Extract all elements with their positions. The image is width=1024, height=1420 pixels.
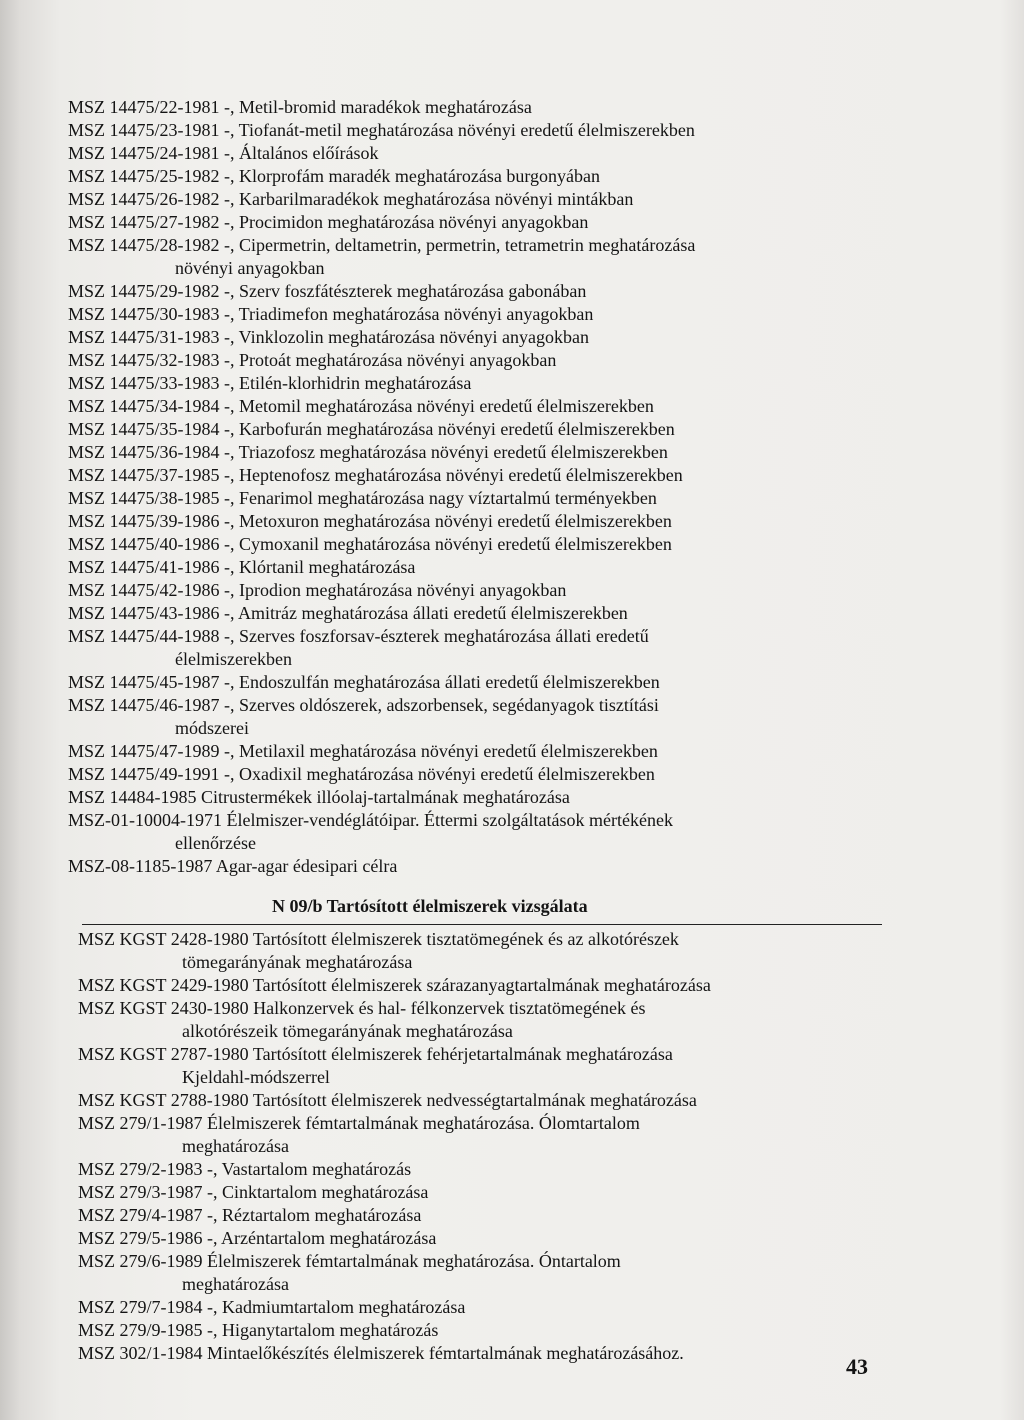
entry-text: MSZ 14475/27-1982 -, Procimidon meghatározása növényi anyagokban — [68, 212, 589, 232]
standard-entry — [78, 1089, 958, 1112]
entry-text: MSZ 14475/29-1982 -, Szerv foszfátészterek meghatározása gabonában — [68, 281, 587, 301]
entry-text: MSZ 14475/36-1984 -, Triazofosz meghatározása növényi eredetű élelmiszerekben — [68, 442, 668, 462]
entry-text: MSZ 279/1-1987 Élelmiszerek fémtartalmának meghatározása. Ólomtartalom — [78, 1113, 640, 1133]
entry-continuation: ellenőrzése — [175, 833, 256, 853]
standard-entry — [68, 694, 948, 740]
entry-text: MSZ 279/7-1984 -, Kadmiumtartalom meghatározása — [78, 1297, 466, 1317]
standard-entry — [68, 579, 948, 602]
standard-entry — [68, 602, 948, 625]
entry-text: MSZ 14475/42-1986 -, Iprodion meghatározása növényi anyagokban — [68, 580, 567, 600]
standard-entry — [68, 809, 948, 855]
entry-text: MSZ KGST 2787-1980 Tartósított élelmiszerek fehérjetartalmának meghatározása — [78, 1044, 673, 1064]
standard-entry — [68, 142, 948, 165]
standard-entry — [68, 303, 948, 326]
standard-entry — [68, 441, 948, 464]
standard-entry — [68, 395, 948, 418]
page-number: 43 — [846, 1354, 868, 1379]
entry-continuation: növényi anyagokban — [175, 258, 325, 278]
entry-text: MSZ KGST 2429-1980 Tartósított élelmiszerek szárazanyagtartalmának meghatározása — [78, 975, 711, 995]
standard-entry — [68, 740, 948, 763]
entry-continuation: tömegarányának meghatározása — [182, 952, 413, 972]
standard-entry — [78, 997, 958, 1043]
standard-entry — [78, 1250, 958, 1296]
entry-text: MSZ 14475/33-1983 -, Etilén-klorhidrin meghatározása — [68, 373, 472, 393]
standard-entry — [68, 119, 948, 142]
standard-entry — [68, 326, 948, 349]
entry-text: MSZ 14475/44-1988 -, Szerves foszforsav-észterek meghatározása állati eredetű — [68, 626, 649, 646]
standard-entry — [68, 211, 948, 234]
entry-continuation: élelmiszerekben — [175, 649, 292, 669]
entry-text: MSZ 14475/49-1991 -, Oxadixil meghatározása növényi eredetű élelmiszerekben — [68, 764, 655, 784]
standard-entry — [68, 188, 948, 211]
standard-entry — [78, 974, 958, 997]
entry-text: MSZ 279/2-1983 -, Vastartalom meghatározás — [78, 1159, 412, 1179]
entry-text: MSZ 14475/32-1983 -, Protoát meghatározása növényi anyagokban — [68, 350, 557, 370]
standard-entry — [68, 786, 948, 809]
standards-list-preserved-foods — [78, 928, 958, 1365]
standard-entry — [68, 671, 948, 694]
standard-entry — [68, 464, 948, 487]
standard-entry — [68, 349, 948, 372]
standard-entry — [68, 418, 948, 441]
standard-entry — [68, 556, 948, 579]
entry-text: MSZ 14475/35-1984 -, Karbofurán meghatározása növényi eredetű élelmiszerekben — [68, 419, 675, 439]
standard-entry — [68, 165, 948, 188]
standard-entry — [78, 1204, 958, 1227]
standard-entry — [78, 1319, 958, 1342]
entry-text: MSZ KGST 2788-1980 Tartósított élelmiszerek nedvességtartalmának meghatározása — [78, 1090, 697, 1110]
entry-text: MSZ 14475/26-1982 -, Karbarilmaradékok meghatározása növényi mintákban — [68, 189, 634, 209]
standard-entry — [68, 372, 948, 395]
entry-text: MSZ 14475/40-1986 -, Cymoxanil meghatározása növényi eredetű élelmiszerekben — [68, 534, 672, 554]
entry-text: MSZ 14475/47-1989 -, Metilaxil meghatározása növényi eredetű élelmiszerekben — [68, 741, 658, 761]
standard-entry — [68, 487, 948, 510]
standard-entry — [78, 1043, 958, 1089]
standard-entry — [68, 533, 948, 556]
entry-text: MSZ 14475/38-1985 -, Fenarimol meghatározása nagy víztartalmú terményekben — [68, 488, 657, 508]
entry-continuation: alkotórészeik tömegarányának meghatározása — [182, 1021, 513, 1041]
standard-entry — [78, 1158, 958, 1181]
entry-text: MSZ 14475/39-1986 -, Metoxuron meghatározása növényi eredetű élelmiszerekben — [68, 511, 672, 531]
standard-entry — [68, 625, 948, 671]
standard-entry — [68, 510, 948, 533]
entry-text: MSZ 14475/45-1987 -, Endoszulfán meghatározása állati eredetű élelmiszerekben — [68, 672, 660, 692]
entry-text: MSZ 279/5-1986 -, Arzéntartalom meghatározása — [78, 1228, 437, 1248]
entry-continuation: meghatározása — [182, 1136, 289, 1156]
entry-text: MSZ-08-1185-1987 Agar-agar édesipari célra — [68, 856, 398, 876]
entry-text: MSZ 14475/34-1984 -, Metomil meghatározása növényi eredetű élelmiszerekben — [68, 396, 654, 416]
entry-text: MSZ 279/4-1987 -, Réztartalom meghatározása — [78, 1205, 422, 1225]
entry-text: MSZ 14475/23-1981 -, Tiofanát-metil meghatározása növényi eredetű élelmiszerekben — [68, 120, 695, 140]
entry-text: MSZ 14475/43-1986 -, Amitráz meghatározása állati eredetű élelmiszerekben — [68, 603, 628, 623]
entry-continuation: módszerei — [175, 718, 249, 738]
entry-text: MSZ 279/9-1985 -, Higanytartalom meghatározás — [78, 1320, 439, 1340]
standard-entry — [68, 280, 948, 303]
standard-entry — [78, 928, 958, 974]
heading-rule — [82, 924, 882, 925]
entry-text: MSZ 14475/30-1983 -, Triadimefon meghatározása növényi anyagokban — [68, 304, 594, 324]
entry-text: MSZ KGST 2428-1980 Tartósított élelmiszerek tisztatömegének és az alkotórészek — [78, 929, 679, 949]
entry-text: MSZ 14484-1985 Citrustermékek illóolaj-tartalmának meghatározása — [68, 787, 570, 807]
standard-entry — [78, 1227, 958, 1250]
standard-entry — [78, 1296, 958, 1319]
standard-entry — [78, 1181, 958, 1204]
entry-text: MSZ 279/6-1989 Élelmiszerek fémtartalmának meghatározása. Óntartalom — [78, 1251, 621, 1271]
section-heading: N 09/b Tartósított élelmiszerek vizsgálata — [272, 896, 588, 916]
entry-text: MSZ 279/3-1987 -, Cinktartalom meghatározása — [78, 1182, 429, 1202]
entry-text: MSZ 14475/37-1985 -, Heptenofosz meghatározása növényi eredetű élelmiszerekben — [68, 465, 683, 485]
standards-list-pesticides — [68, 96, 948, 878]
entry-text: MSZ 14475/46-1987 -, Szerves oldószerek, adszorbensek, segédanyagok tisztítási — [68, 695, 659, 715]
entry-text: MSZ 14475/22-1981 -, Metil-bromid maradékok meghatározása — [68, 97, 532, 117]
standard-entry — [78, 1342, 958, 1365]
standard-entry — [78, 1112, 958, 1158]
entry-text: MSZ 14475/28-1982 -, Cipermetrin, deltametrin, permetrin, tetrametrin meghatározása — [68, 235, 696, 255]
entry-text: MSZ 14475/41-1986 -, Klórtanil meghatározása — [68, 557, 416, 577]
entry-text: MSZ 14475/24-1981 -, Általános előírások — [68, 143, 379, 163]
standard-entry — [68, 855, 948, 878]
standard-entry — [68, 234, 948, 280]
entry-continuation: Kjeldahl-módszerrel — [182, 1067, 330, 1087]
entry-continuation: meghatározása — [182, 1274, 289, 1294]
entry-text: MSZ KGST 2430-1980 Halkonzervek és hal- félkonzervek tisztatömegének és — [78, 998, 646, 1018]
entry-text: MSZ 302/1-1984 Mintaelőkészítés élelmiszerek fémtartalmának meghatározásához. — [78, 1343, 684, 1363]
standard-entry — [68, 763, 948, 786]
entry-text: MSZ-01-10004-1971 Élelmiszer-vendéglátóipar. Éttermi szolgáltatások mértékének — [68, 810, 673, 830]
standard-entry — [68, 96, 948, 119]
entry-text: MSZ 14475/25-1982 -, Klorprofám maradék meghatározása burgonyában — [68, 166, 601, 186]
entry-text: MSZ 14475/31-1983 -, Vinklozolin meghatározása növényi anyagokban — [68, 327, 589, 347]
